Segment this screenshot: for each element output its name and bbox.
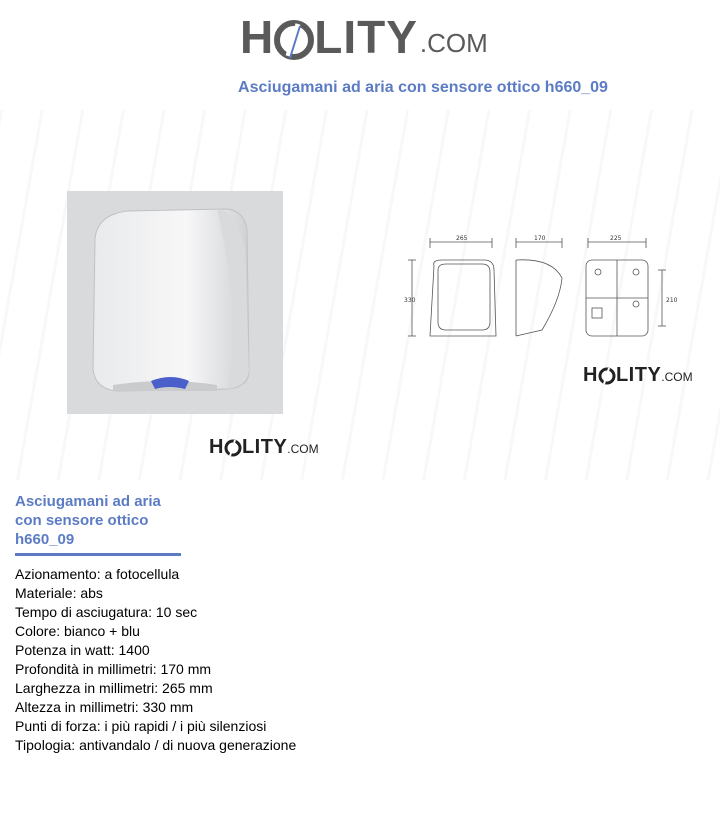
dim-height: 330: [404, 297, 416, 304]
logo-letter-h: H: [240, 11, 275, 63]
dim-width: 265: [456, 235, 468, 242]
page-title: Asciugamani ad aria con sensore ottico h660_09: [238, 79, 608, 96]
holity-logo[interactable]: [240, 11, 488, 63]
product-title: Asciugamani ad aria con sensore ottico h660_09: [15, 493, 161, 548]
holity-logo-drawing: H LITY .COM: [583, 364, 693, 386]
logo-o-icon: [598, 367, 616, 385]
spec-item: Colore: bianco + blu: [15, 623, 140, 639]
dim-depth: 170: [534, 235, 546, 242]
spec-item: Altezza in millimetri: 330 mm: [15, 699, 194, 715]
logo-domain: .COM: [419, 28, 488, 58]
spec-item: Profondità in millimetri: 170 mm: [15, 661, 212, 677]
spec-item: Azionamento: a fotocellula: [15, 566, 180, 582]
logo-o-icon: [224, 439, 242, 457]
spec-list: [15, 565, 296, 755]
logo-o-icon: [274, 20, 314, 60]
spec-item: Materiale: abs: [15, 585, 103, 601]
logo-letters-lity: LITY: [314, 11, 418, 63]
hand-dryer-photo: [67, 191, 283, 414]
spec-item: Punti di forza: i più rapidi / i più silenziosi: [15, 718, 267, 734]
spec-item: Potenza in watt: 1400: [15, 642, 150, 658]
spec-item: Larghezza in millimetri: 265 mm: [15, 680, 213, 696]
spec-item: Tempo di asciugatura: 10 sec: [15, 604, 198, 620]
dim-side: 210: [666, 297, 678, 304]
holity-logo-small: H LITY .COM: [209, 436, 319, 458]
technical-drawing: [402, 230, 702, 350]
title-underline: [15, 553, 181, 556]
spec-item: Tipologia: antivandalo / di nuova generazione: [15, 737, 297, 753]
dim-back: 225: [610, 235, 622, 242]
